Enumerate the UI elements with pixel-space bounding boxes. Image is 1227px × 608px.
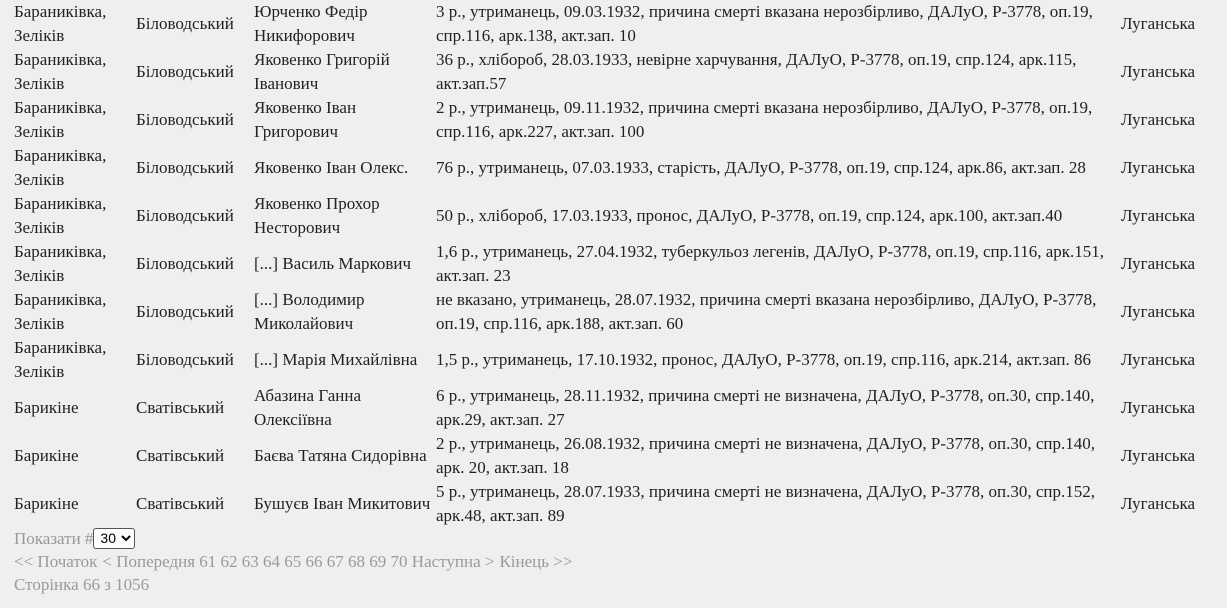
cell-name: Юрченко Федір Никифорович <box>254 2 368 45</box>
cell-village: Бараниківка, Зеліків <box>14 242 107 285</box>
pagination <box>14 527 572 596</box>
cell-region: Луганська <box>1121 398 1196 417</box>
page-link[interactable]: 66 <box>305 552 323 571</box>
page-link[interactable]: 62 <box>220 552 238 571</box>
cell-details: 36 р., хлібороб, 28.03.1933, невірне харчування, ДАЛуО, Р-3778, оп.19, спр.124, арк.115, акт.зап.57 <box>436 50 1077 93</box>
cell-region: Луганська <box>1121 110 1196 129</box>
table-row <box>12 144 1214 192</box>
table-row <box>12 192 1214 240</box>
limit-row <box>14 527 572 550</box>
cell-district: Біловодський <box>136 254 234 273</box>
cell-region: Луганська <box>1121 494 1196 513</box>
cell-village: Бараниківка, Зеліків <box>14 194 107 237</box>
records-table-body <box>12 0 1214 528</box>
cell-village: Барикіне <box>14 446 79 465</box>
cell-region: Луганська <box>1121 350 1196 369</box>
cell-name: Яковенко Іван Григорович <box>254 98 357 141</box>
cell-district: Біловодський <box>136 158 234 177</box>
cell-region: Луганська <box>1121 302 1196 321</box>
cell-name: Абазина Ганна Олексіївна <box>254 386 362 429</box>
cell-name: [...] Василь Маркович <box>254 254 412 273</box>
table-row <box>12 384 1214 432</box>
table-row <box>12 240 1214 288</box>
cell-village: Бараниківка, Зеліків <box>14 50 107 93</box>
cell-details: 3 р., утриманець, 09.03.1932, причина смерті вказана нерозбірливо, ДАЛуО, Р-3778, оп.19, спр.116, арк.138, акт.зап. 10 <box>436 2 1093 45</box>
cell-region: Луганська <box>1121 254 1196 273</box>
cell-district: Біловодський <box>136 14 234 33</box>
page-link[interactable]: 61 <box>199 552 217 571</box>
table-row <box>12 432 1214 480</box>
cell-district: Сватівський <box>136 446 225 465</box>
cell-details: 1,5 р., утриманець, 17.10.1932, пронос, ДАЛуО, Р-3778, оп.19, спр.116, арк.214, акт.зап. 86 <box>436 350 1091 369</box>
page-link[interactable]: 63 <box>241 552 259 571</box>
cell-details: 76 р., утриманець, 07.03.1933, старість, ДАЛуО, Р-3778, оп.19, спр.124, арк.86, акт.зап. 28 <box>436 158 1086 177</box>
next-page-link[interactable]: Наступна > <box>411 552 495 571</box>
limit-select[interactable] <box>93 528 135 549</box>
cell-village: Барикіне <box>14 494 79 513</box>
cell-name: Яковенко Іван Олекс. <box>254 158 409 177</box>
cell-name: Бушуєв Іван Микитович <box>254 494 431 513</box>
cell-details: 2 р., утриманець, 26.08.1932, причина смерті не визначена, ДАЛуО, Р-3778, оп.30, спр.140, арк. 20, акт.зап. 18 <box>436 434 1095 477</box>
page-links <box>14 550 572 573</box>
page-link[interactable]: 68 <box>348 552 366 571</box>
cell-details: не вказано, утриманець, 28.07.1932, причина смерті вказана нерозбірливо, ДАЛуО, Р-3778, оп.19, спр.116, арк.188, акт.зап. 60 <box>436 290 1097 333</box>
cell-region: Луганська <box>1121 62 1196 81</box>
cell-region: Луганська <box>1121 14 1196 33</box>
cell-name: Яковенко Прохор Несторович <box>254 194 380 237</box>
last-page-link[interactable]: Кінець >> <box>499 552 573 571</box>
cell-village: Бараниківка, Зеліків <box>14 146 107 189</box>
page-link[interactable]: 69 <box>369 552 387 571</box>
page-link[interactable]: 67 <box>326 552 344 571</box>
cell-region: Луганська <box>1121 158 1196 177</box>
first-page-link[interactable]: << Початок <box>14 552 98 571</box>
cell-name: Баєва Татяна Сидорівна <box>254 446 427 465</box>
table-row <box>12 480 1214 528</box>
cell-details: 5 р., утриманець, 28.07.1933, причина смерті не визначена, ДАЛуО, Р-3778, оп.30, спр.152, арк.48, акт.зап. 89 <box>436 482 1095 525</box>
cell-district: Біловодський <box>136 302 234 321</box>
cell-details: 50 р., хлібороб, 17.03.1933, пронос, ДАЛуО, Р-3778, оп.19, спр.124, арк.100, акт.зап.40 <box>436 206 1063 225</box>
cell-village: Барикіне <box>14 398 79 417</box>
cell-village: Бараниківка, Зеліків <box>14 98 107 141</box>
cell-village: Бараниківка, Зеліків <box>14 290 107 333</box>
page-link[interactable]: 64 <box>263 552 281 571</box>
page-link[interactable]: 65 <box>284 552 302 571</box>
cell-district: Біловодський <box>136 110 234 129</box>
page-link[interactable]: 70 <box>390 552 408 571</box>
page-info: Сторінка 66 з 1056 <box>14 575 150 594</box>
table-row <box>12 48 1214 96</box>
cell-village: Бараниківка, Зеліків <box>14 338 107 381</box>
page-numbers <box>195 552 412 571</box>
cell-name: [...] Марія Михайлівна <box>254 350 418 369</box>
cell-region: Луганська <box>1121 446 1196 465</box>
table-row <box>12 336 1214 384</box>
table-row <box>12 288 1214 336</box>
table-row <box>12 0 1214 48</box>
cell-district: Біловодський <box>136 62 234 81</box>
cell-village: Бараниківка, Зеліків <box>14 2 107 45</box>
cell-district: Сватівський <box>136 494 225 513</box>
cell-name: Яковенко Григорій Іванович <box>254 50 390 93</box>
cell-region: Луганська <box>1121 206 1196 225</box>
records-table <box>12 0 1214 528</box>
prev-page-link[interactable]: < Попередня <box>102 552 196 571</box>
table-row <box>12 96 1214 144</box>
cell-details: 2 р., утриманець, 09.11.1932, причина смерті вказана нерозбірливо, ДАЛуО, Р-3778, оп.19, спр.116, арк.227, акт.зап. 100 <box>436 98 1093 141</box>
cell-district: Сватівський <box>136 398 225 417</box>
cell-details: 1,6 р., утриманець, 27.04.1932, туберкульоз легенів, ДАЛуО, Р-3778, оп.19, спр.116, арк.151, акт.зап. 23 <box>436 242 1105 285</box>
cell-details: 6 р., утриманець, 28.11.1932, причина смерті не визначена, ДАЛуО, Р-3778, оп.30, спр.140, арк.29, акт.зап. 27 <box>436 386 1095 429</box>
cell-district: Біловодський <box>136 350 234 369</box>
cell-district: Біловодський <box>136 206 234 225</box>
show-label: Показати # <box>14 529 94 548</box>
cell-name: [...] Володимир Миколайович <box>254 290 365 333</box>
